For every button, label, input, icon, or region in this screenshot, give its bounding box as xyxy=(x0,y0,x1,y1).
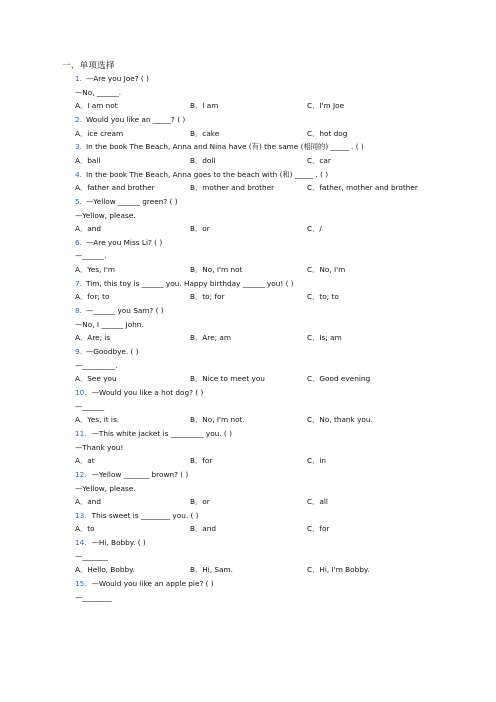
question-number: 12. xyxy=(75,469,87,479)
question-number: 9. xyxy=(75,347,82,356)
question-response-line: —Yellow, please. xyxy=(75,483,136,493)
answer-option: A．Yes, it is. xyxy=(75,415,120,425)
question-number: 8. xyxy=(75,306,82,316)
answer-option: B．Nice to meet you xyxy=(190,374,265,384)
answer-option: A．and xyxy=(75,497,102,507)
question-text: —Hi, Bobby. ( ) xyxy=(91,538,146,548)
answer-option: A．to xyxy=(75,524,95,534)
section-title: 一、单项选择 xyxy=(62,61,115,71)
question-stem xyxy=(75,307,164,314)
question-stem xyxy=(75,389,203,396)
question-text: —Yellow ______ green? ( ) xyxy=(85,196,178,206)
question-stem xyxy=(75,512,198,519)
question-number: 1. xyxy=(75,74,82,83)
question-response-line: —No, I ______ John. xyxy=(75,319,144,329)
answer-option: B．doll xyxy=(190,155,216,165)
answer-option: C．hot dog xyxy=(307,128,348,138)
answer-option: C．father, mother and brother xyxy=(307,183,418,193)
answer-option: C．Hi, I'm Bobby. xyxy=(307,565,370,575)
answer-option: B．or xyxy=(190,497,210,507)
question-number: 14. xyxy=(75,538,87,548)
question-response-line: —______. xyxy=(75,251,107,261)
question-stem xyxy=(75,239,162,246)
answer-option: B．No, I'm not. xyxy=(190,415,245,425)
answer-option: B．No, I'm not xyxy=(190,265,243,275)
question-text: —Goodbye. ( ) xyxy=(85,347,139,356)
answer-option: B．and xyxy=(190,524,217,534)
answer-option: A．father and brother xyxy=(75,183,155,193)
question-text: —Are you Joe? ( ) xyxy=(85,74,149,83)
answer-option: A．Are; is xyxy=(75,333,111,343)
question-response-line: —Yellow, please. xyxy=(75,210,136,220)
question-text: In the book The Beach, Anna and Nina have (有) the same (相同的) _____ . ( ) xyxy=(85,142,364,152)
answer-option: B．cake xyxy=(190,128,220,138)
question-stem xyxy=(75,280,294,287)
question-text: This sweet is ________ you. ( ) xyxy=(91,510,199,520)
question-response-line: —_______ xyxy=(75,551,108,561)
answer-option: C．car xyxy=(307,155,331,165)
question-number: 11. xyxy=(75,428,87,438)
question-response-line: —________ xyxy=(75,592,112,602)
answer-option: A．ice cream xyxy=(75,128,124,138)
answer-option: C．Is; am xyxy=(307,333,342,343)
answer-option: B．Hi, Sam. xyxy=(190,565,233,575)
question-stem xyxy=(75,580,214,587)
question-stem xyxy=(75,471,188,478)
answer-option: C．I'm Joe xyxy=(307,101,345,111)
question-text: —This white jacket is _________ you. ( ) xyxy=(91,428,232,438)
answer-option: A．for; to xyxy=(75,292,110,302)
answer-option: C．for xyxy=(307,524,330,534)
question-stem xyxy=(75,348,139,355)
question-stem xyxy=(75,143,364,150)
question-number: 2. xyxy=(75,114,82,124)
answer-option: A．ball xyxy=(75,155,101,165)
question-number: 3. xyxy=(75,142,82,152)
question-stem xyxy=(75,430,232,437)
answer-option: B．Are; am xyxy=(190,333,231,343)
answer-option: B．I am xyxy=(190,101,219,111)
question-stem xyxy=(75,171,328,178)
question-stem xyxy=(75,539,146,546)
question-text: Would you like an _____? ( ) xyxy=(85,114,186,124)
answer-option: C．all xyxy=(307,497,328,507)
answer-option: A．Yes, I'm xyxy=(75,265,115,275)
answer-option: C．Good evening xyxy=(307,374,371,384)
question-number: 5. xyxy=(75,196,82,206)
answer-option: C．No, I'm xyxy=(307,265,346,275)
question-number: 13. xyxy=(75,510,87,520)
answer-option: A．I am not xyxy=(75,101,118,111)
answer-option: B．to; for xyxy=(190,292,225,302)
answer-option: B．for xyxy=(190,456,213,466)
answer-option: C．/ xyxy=(307,224,322,234)
question-number: 15. xyxy=(75,579,87,589)
answer-option: C．to; to xyxy=(307,292,339,302)
answer-option: B．mother and brother xyxy=(190,183,275,193)
question-response-line: —______ xyxy=(75,401,105,411)
question-number: 4. xyxy=(75,169,82,179)
question-text: Tim, this toy is ______ you. Happy birthday ______ you! ( ) xyxy=(85,278,294,288)
answer-option: C．in xyxy=(307,456,327,466)
question-response-line: —Thank you! xyxy=(75,442,124,452)
question-number: 10. xyxy=(75,387,87,397)
answer-option: C．No, thank you. xyxy=(307,415,373,425)
answer-option: A．Hello, Bobby. xyxy=(75,565,135,575)
answer-option: B．or xyxy=(190,224,210,234)
question-text: In the book The Beach, Anna goes to the beach with (和) _____ . ( ) xyxy=(85,169,329,179)
question-stem xyxy=(75,198,178,205)
answer-option: A．at xyxy=(75,456,95,466)
question-text: —Are you Miss Li? ( ) xyxy=(85,237,163,247)
question-response-line: —_________. xyxy=(75,360,118,370)
question-number: 6. xyxy=(75,237,82,247)
question-response-line: —No, ______. xyxy=(75,87,122,97)
question-stem xyxy=(75,75,149,82)
question-text: —Would you like a hot dog? ( ) xyxy=(91,387,204,397)
question-stem xyxy=(75,116,185,123)
question-text: —Would you like an apple pie? ( ) xyxy=(91,579,214,589)
answer-option: A．and xyxy=(75,224,102,234)
question-text: —______ you Sam? ( ) xyxy=(85,306,164,316)
answer-option: A．See you xyxy=(75,374,117,384)
question-number: 7. xyxy=(75,278,82,288)
question-text: —Yellow _______ brown? ( ) xyxy=(91,469,189,479)
